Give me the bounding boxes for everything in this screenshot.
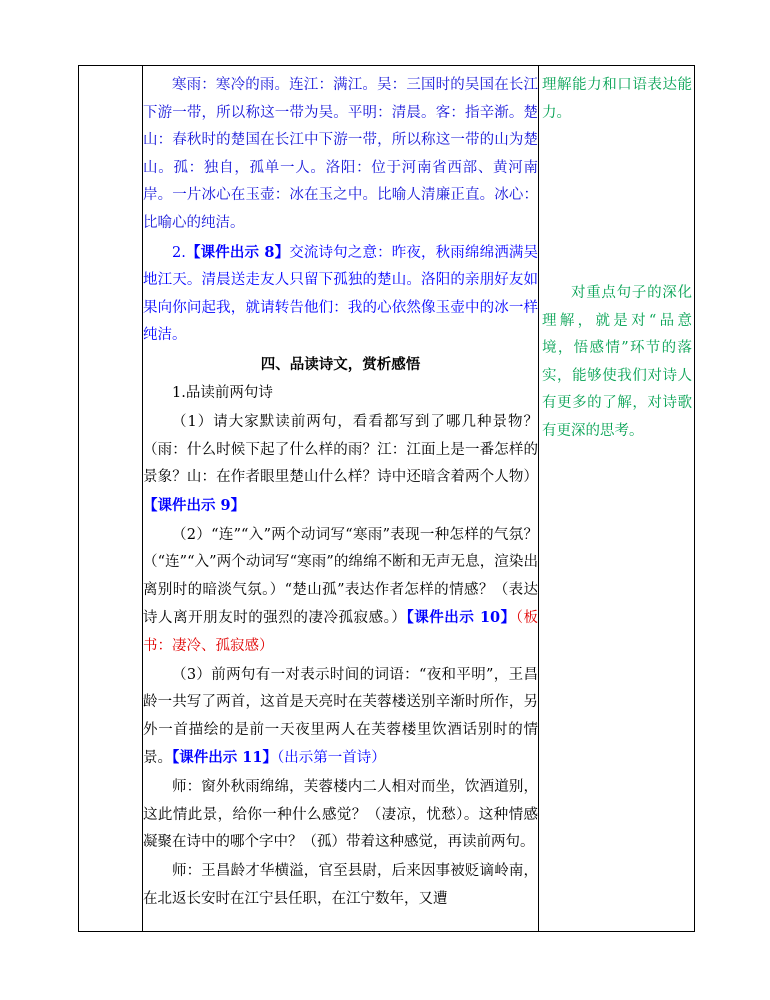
question-1	[143, 409, 538, 520]
design-intent-column	[542, 72, 692, 447]
section-title: 四、品读诗文，赏析感悟	[260, 356, 421, 373]
show-first-poem-note: （出示第一首诗）	[276, 750, 386, 766]
word-glossary: 寒雨：寒冷的雨。连江：满江。吴：三国时的吴国在长江下游一带，所以称这一带为吴。平明：清晨。客：指辛渐。楚山：春秋时的楚国在长江中下游一带，所以称这一带的山为楚山。孤：独自，孤单一人。洛阳：位于河南省西部、黄河南岸。一片冰心在玉壶：冰在玉之中。比喻人清廉正直。冰心：比喻心的纯洁。	[143, 77, 538, 231]
slide-tag-10: 【课件出示 10】	[406, 609, 516, 626]
teaching-process-column	[143, 72, 538, 915]
lesson-plan-table	[78, 65, 695, 932]
question-3	[143, 662, 538, 773]
slide-tag-11: 【课件出示 11】	[172, 749, 277, 766]
poem-meaning-text: 交流诗句之意：昨夜，秋雨绵绵洒满吴地江天。清晨送走友人只留下孤独的楚山。洛阳的亲朋好友如果向你问起我，就请转告他们：我的心依然像玉壶中的冰一样纯洁。	[143, 244, 538, 343]
column-divider-2	[538, 66, 539, 931]
step-number: 2.	[172, 244, 186, 261]
slide-tag-8: 【课件出示 8】	[185, 243, 290, 261]
question-2-text: （2）“连”“入”两个动词写“寒雨”表现一种怎样的气氛？（“连”“入”两个动词写“寒雨”的绵绵不断和无声无息，渲染出离别时的暗淡气氛。）“楚山孤”表达作者怎样的情感？（表达诗人离开朋友时的强烈的凄冷孤寂感。）	[143, 526, 538, 626]
teacher-paragraph-1: 师：窗外秋雨绵绵，芙蓉楼内二人相对而坐，饮酒道别，这此情此景，给你一种什么感觉？（凄凉，忧愁）。这种情感凝聚在诗中的哪个字中？（孤）带着这种感觉，再读前两句。	[143, 779, 538, 850]
note-key-sentences: 对重点句子的深化理解，就是对“品意境，悟感情”环节的落实，能够使我们对诗人有更多的了解，对诗歌有更深的思考。	[542, 285, 692, 439]
blackboard-note: （板书：凄冷、孤寂感）	[143, 610, 539, 654]
question-2	[143, 522, 538, 661]
question-1-text: （1）请大家默读前两句，看看都写到了哪几种景物？（雨：什么时候下起了什么样的雨？江：江面上是一番怎样的景象？山：在作者眼里楚山什么样？诗中还暗含着两个人物）	[143, 414, 538, 485]
note-ability: 理解能力和口语表达能力。	[542, 77, 692, 121]
subsection-title: 1.品读前两句诗	[172, 385, 273, 401]
slide-tag-9: 【课件出示 9】	[143, 496, 246, 514]
poem-meaning-paragraph	[143, 239, 538, 350]
question-3-text: （3）前两句有一对表示时间的词语：“夜和平明”，王昌龄一共写了两首，这首是天亮时在芙蓉楼送别辛渐时所作，另外一首描绘的是前一天夜里两人在芙蓉楼里饮酒话别时的情景。	[143, 666, 538, 766]
teacher-paragraph-2: 师：王昌龄才华横溢，官至县尉，后来因事被贬谪岭南，在北返长安时在江宁县任职，在江宁数年，又遭	[143, 863, 538, 907]
